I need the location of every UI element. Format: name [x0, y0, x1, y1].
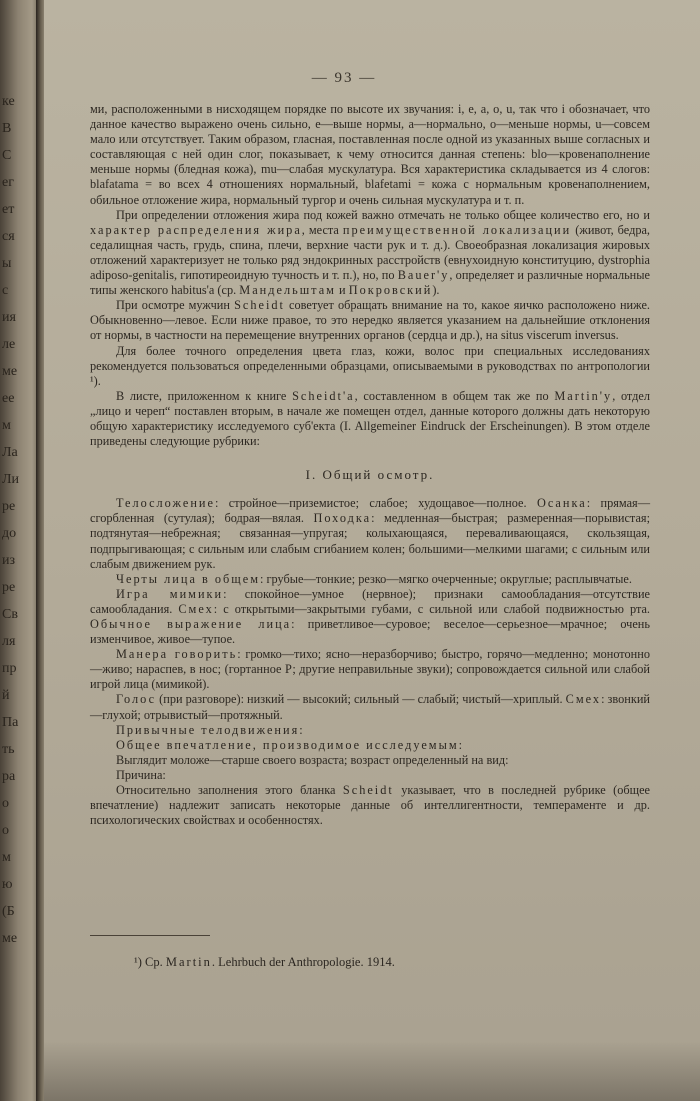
left-page-fragment: до — [2, 526, 17, 541]
text-run: При осмотре мужчин — [116, 298, 235, 313]
text-run: , определяет и различные нормальные типы женского habitus'a (ср. — [90, 268, 650, 298]
left-page-fragment: ег — [2, 175, 14, 190]
text-run: указывает, что в последней рубрике (общее впечатление) надлежит записать некоторые данные об интеллигентности, темпераменте и др. психологических свойствах и особенностях. — [90, 783, 650, 828]
text-run: : грубые—тонкие; резко—мягко очерченные; округлые; расплывчатые. — [259, 571, 632, 586]
text-run: и — [335, 283, 349, 298]
spaced-term: Общее впечатление, производимое исследуемым — [116, 737, 459, 752]
spaced-term: преимущественной локализации — [342, 222, 572, 237]
intro-paragraphs — [90, 102, 650, 449]
text-run: , составленном в общем так же по — [354, 388, 555, 403]
rubric-list — [90, 496, 650, 828]
spaced-term: Scheidt'a — [292, 388, 355, 403]
spaced-term: Походка — [313, 511, 372, 526]
left-page-fragment: о — [2, 823, 9, 838]
text-run: (при разговоре): низкий — высокий; сильный — слабый; чистый—хриплый. — [156, 692, 566, 707]
text-run: : с открытыми—закрытыми губами, с сильной или слабой подвижностью рта. — [213, 601, 650, 616]
rubric-item — [90, 738, 650, 753]
left-page-fragment: ре — [2, 499, 16, 514]
spaced-term: Телосложение — [116, 496, 215, 511]
book-page — [44, 0, 700, 1101]
paragraph — [90, 102, 650, 208]
text-run: В листе, приложенном к книге — [116, 388, 293, 403]
spaced-term: Мандельштам — [239, 283, 336, 298]
left-page-fragment: ся — [2, 229, 15, 244]
text-run: Причина: — [116, 767, 166, 782]
left-page-fragment: ке — [2, 94, 15, 109]
spaced-term: Смех — [178, 601, 214, 616]
left-page-fragment: м — [2, 418, 11, 433]
text-run: При определении отложения жира под кожей важно отмечать не только общее количество его, но и — [116, 207, 650, 222]
spaced-term: Покровский — [348, 283, 433, 298]
rubric-item — [90, 753, 650, 768]
spaced-term: Scheidt — [342, 783, 394, 798]
text-run: ми, расположенными в нисходящем порядке по высоте их звучания: i, e, a, o, u, так что i обозначает, что данное качество выражено очень сильно, e—выше нормы, a—нормально, o—меньше нормы, u—совсем мало или отсутствует. Таким образом, гласная, поставленная после одной из указанных выше согласных и составляющая с ней один слог, показывает, к чему относится данная степень: blo—кровенаполнение меньше нормы (бледная кожа), mu—слабая мускулатура. Вся характеристика складывается из 4 слогов: blafatama = во всех 4 отношениях нормальный, blafetami = кожа с нормальным кровенаполнением, обильное отложение жира, нормальный тургор и очень сильная мускулатура и т. п. — [90, 102, 650, 207]
left-page-fragment: ле — [2, 337, 16, 352]
body-text — [90, 102, 650, 828]
spaced-term: Martin'y — [554, 388, 613, 403]
left-page-fragment: Ли — [2, 472, 19, 487]
section-title: I. Общий осмотр. — [305, 467, 435, 483]
text-run: ). — [432, 283, 440, 298]
left-page-fragment: й — [2, 688, 10, 703]
footnote-mark: ¹) Ср. — [134, 955, 163, 969]
paragraph — [90, 389, 650, 449]
rubric-item — [90, 723, 650, 738]
left-page-fragment: Св — [2, 607, 18, 622]
page-number: — 93 — — [311, 70, 377, 86]
spaced-term: Черты лица в общем — [116, 571, 260, 586]
text-run: : медленная—быстрая; размеренная—порывистая; подтянутая—небрежная; связанная—упругая; колыхающаяся, переваливающаяся, скользящая, подпрыгивающая; с сильным или слабым сгибанием колен; большими—мелкими шагами; с сильным или слабым движением рук. — [90, 511, 650, 571]
paragraph — [90, 208, 650, 299]
rubric-item — [90, 783, 650, 828]
spaced-term: Scheidt — [234, 298, 285, 313]
footnote — [134, 955, 395, 970]
text-run: , места — [301, 222, 343, 237]
text-run: : прямая—сгорбленная (сутулая); бодрая—вялая. — [90, 496, 650, 526]
text-run: : спокойное—умное (нервное); признаки самообладания—отсутствие самообладания. — [90, 586, 650, 616]
paragraph — [90, 298, 650, 343]
text-run: : стройное—приземистое; слабое; худощавое—полное. — [214, 496, 537, 511]
spaced-term: Bauer'y — [397, 268, 450, 283]
rubric-item — [90, 647, 650, 692]
left-page-fragment: (Б — [2, 904, 15, 919]
text-run: : — [458, 737, 463, 752]
text-run: : громко—тихо; ясно—неразборчиво; быстро, горячо—медленно; монотонно—живо; нараспев, в нос; (гортанное Р; другие неправильные звуки); сопровождается сильной или слабой игрой лица (мимикой). — [90, 647, 650, 692]
text-run: , отдел „лицо и череп“ поставлен вторым, в начале же помещен отдел, данные которого должны дать некоторую общую характеристику исследуемого суб'екта (I. Allgemeiner Eindruck der Erscheinungen). В этом отделе приведены следующие рубрики: — [90, 388, 650, 449]
left-page-fragment: ю — [2, 877, 13, 892]
left-page-fragment: ме — [2, 931, 18, 946]
left-page-fragment: Па — [2, 715, 19, 730]
left-page-fragment: м — [2, 850, 11, 865]
spaced-term: Привычные телодвижения — [116, 722, 300, 737]
footnote-rule — [90, 935, 210, 936]
paragraph — [90, 344, 650, 389]
text-run: : приветливое—суровое; веселое—серьезное—мрачное; очень изменчивое, живое—тупое. — [90, 617, 650, 647]
spaced-term: Игра мимики — [116, 586, 224, 601]
spaced-term: Смех — [565, 692, 602, 707]
left-page-fragment: из — [2, 553, 16, 568]
left-page-fragment: с — [2, 283, 9, 298]
left-page-fragment: ме — [2, 364, 18, 379]
left-page-fragment: ре — [2, 580, 16, 595]
rubric-item — [90, 572, 650, 587]
rubric-item — [90, 587, 650, 647]
spaced-term: Голос — [116, 692, 157, 707]
left-page-fragment: С — [2, 148, 12, 163]
text-run: (живот, бедра, седалищная часть, грудь, спина, плечи, верхние части рук и т. д.). Своеобразная локализация жировых отложений характеризует не только ряд эндокринных расстройств (евнухоидную конституцию, dystrophia adiposo-genitalis, гипотиреоидную тучность и т. п.), но, по — [90, 222, 650, 283]
text-run: Для более точного определения цвета глаз, кожи, волос при специальных исследованиях рекомендуется пользоваться определенными образцами, описываемыми в руководствах по антропологии ¹). — [90, 343, 650, 388]
spaced-term: Осанка — [536, 496, 587, 511]
left-page-fragment: ее — [2, 391, 15, 406]
left-page-edge — [0, 0, 40, 1101]
spaced-term: характер распределения жира — [90, 222, 302, 237]
left-page-fragment: ет — [2, 202, 15, 217]
left-page-fragment: ы — [2, 256, 12, 271]
footnote-rest: . Lehrbuch der Anthropologie. 1914. — [211, 955, 395, 969]
left-page-fragment: ть — [2, 742, 15, 757]
text-run: советует обращать внимание на то, какое яичко расположено ниже. Обыкновенно—левое. Если ниже правое, то это нередко является указанием на дальнейшие отклонения от нормы, в частности на перемещение внутренних органов (сердца и др.), на situs viscerum inversus. — [90, 298, 651, 343]
left-page-fragment: пр — [2, 661, 17, 676]
text-run: : звонкий—глухой; отрывистый—протяжный. — [90, 692, 651, 722]
footnote-author: Martin — [165, 955, 212, 969]
left-page-fragment: ра — [2, 769, 16, 784]
left-page-fragment: ия — [2, 310, 16, 325]
text-run: Относительно заполнения этого бланка — [116, 783, 343, 798]
rubric-item — [90, 496, 650, 571]
spaced-term: Обычное выражение лица — [90, 617, 292, 631]
text-run: Выглядит моложе—старше своего возраста; возраст определенный на вид: — [116, 752, 509, 767]
left-page-fragment: В — [2, 121, 12, 136]
text-run: : — [299, 722, 303, 737]
page-shadow — [44, 1041, 700, 1101]
rubric-item — [90, 692, 650, 722]
left-page-fragment: о — [2, 796, 9, 811]
spaced-term: Манера говорить — [116, 647, 238, 662]
left-page-fragment: Ла — [2, 445, 18, 460]
rubric-item — [90, 768, 650, 783]
left-page-fragment: ля — [2, 634, 16, 649]
